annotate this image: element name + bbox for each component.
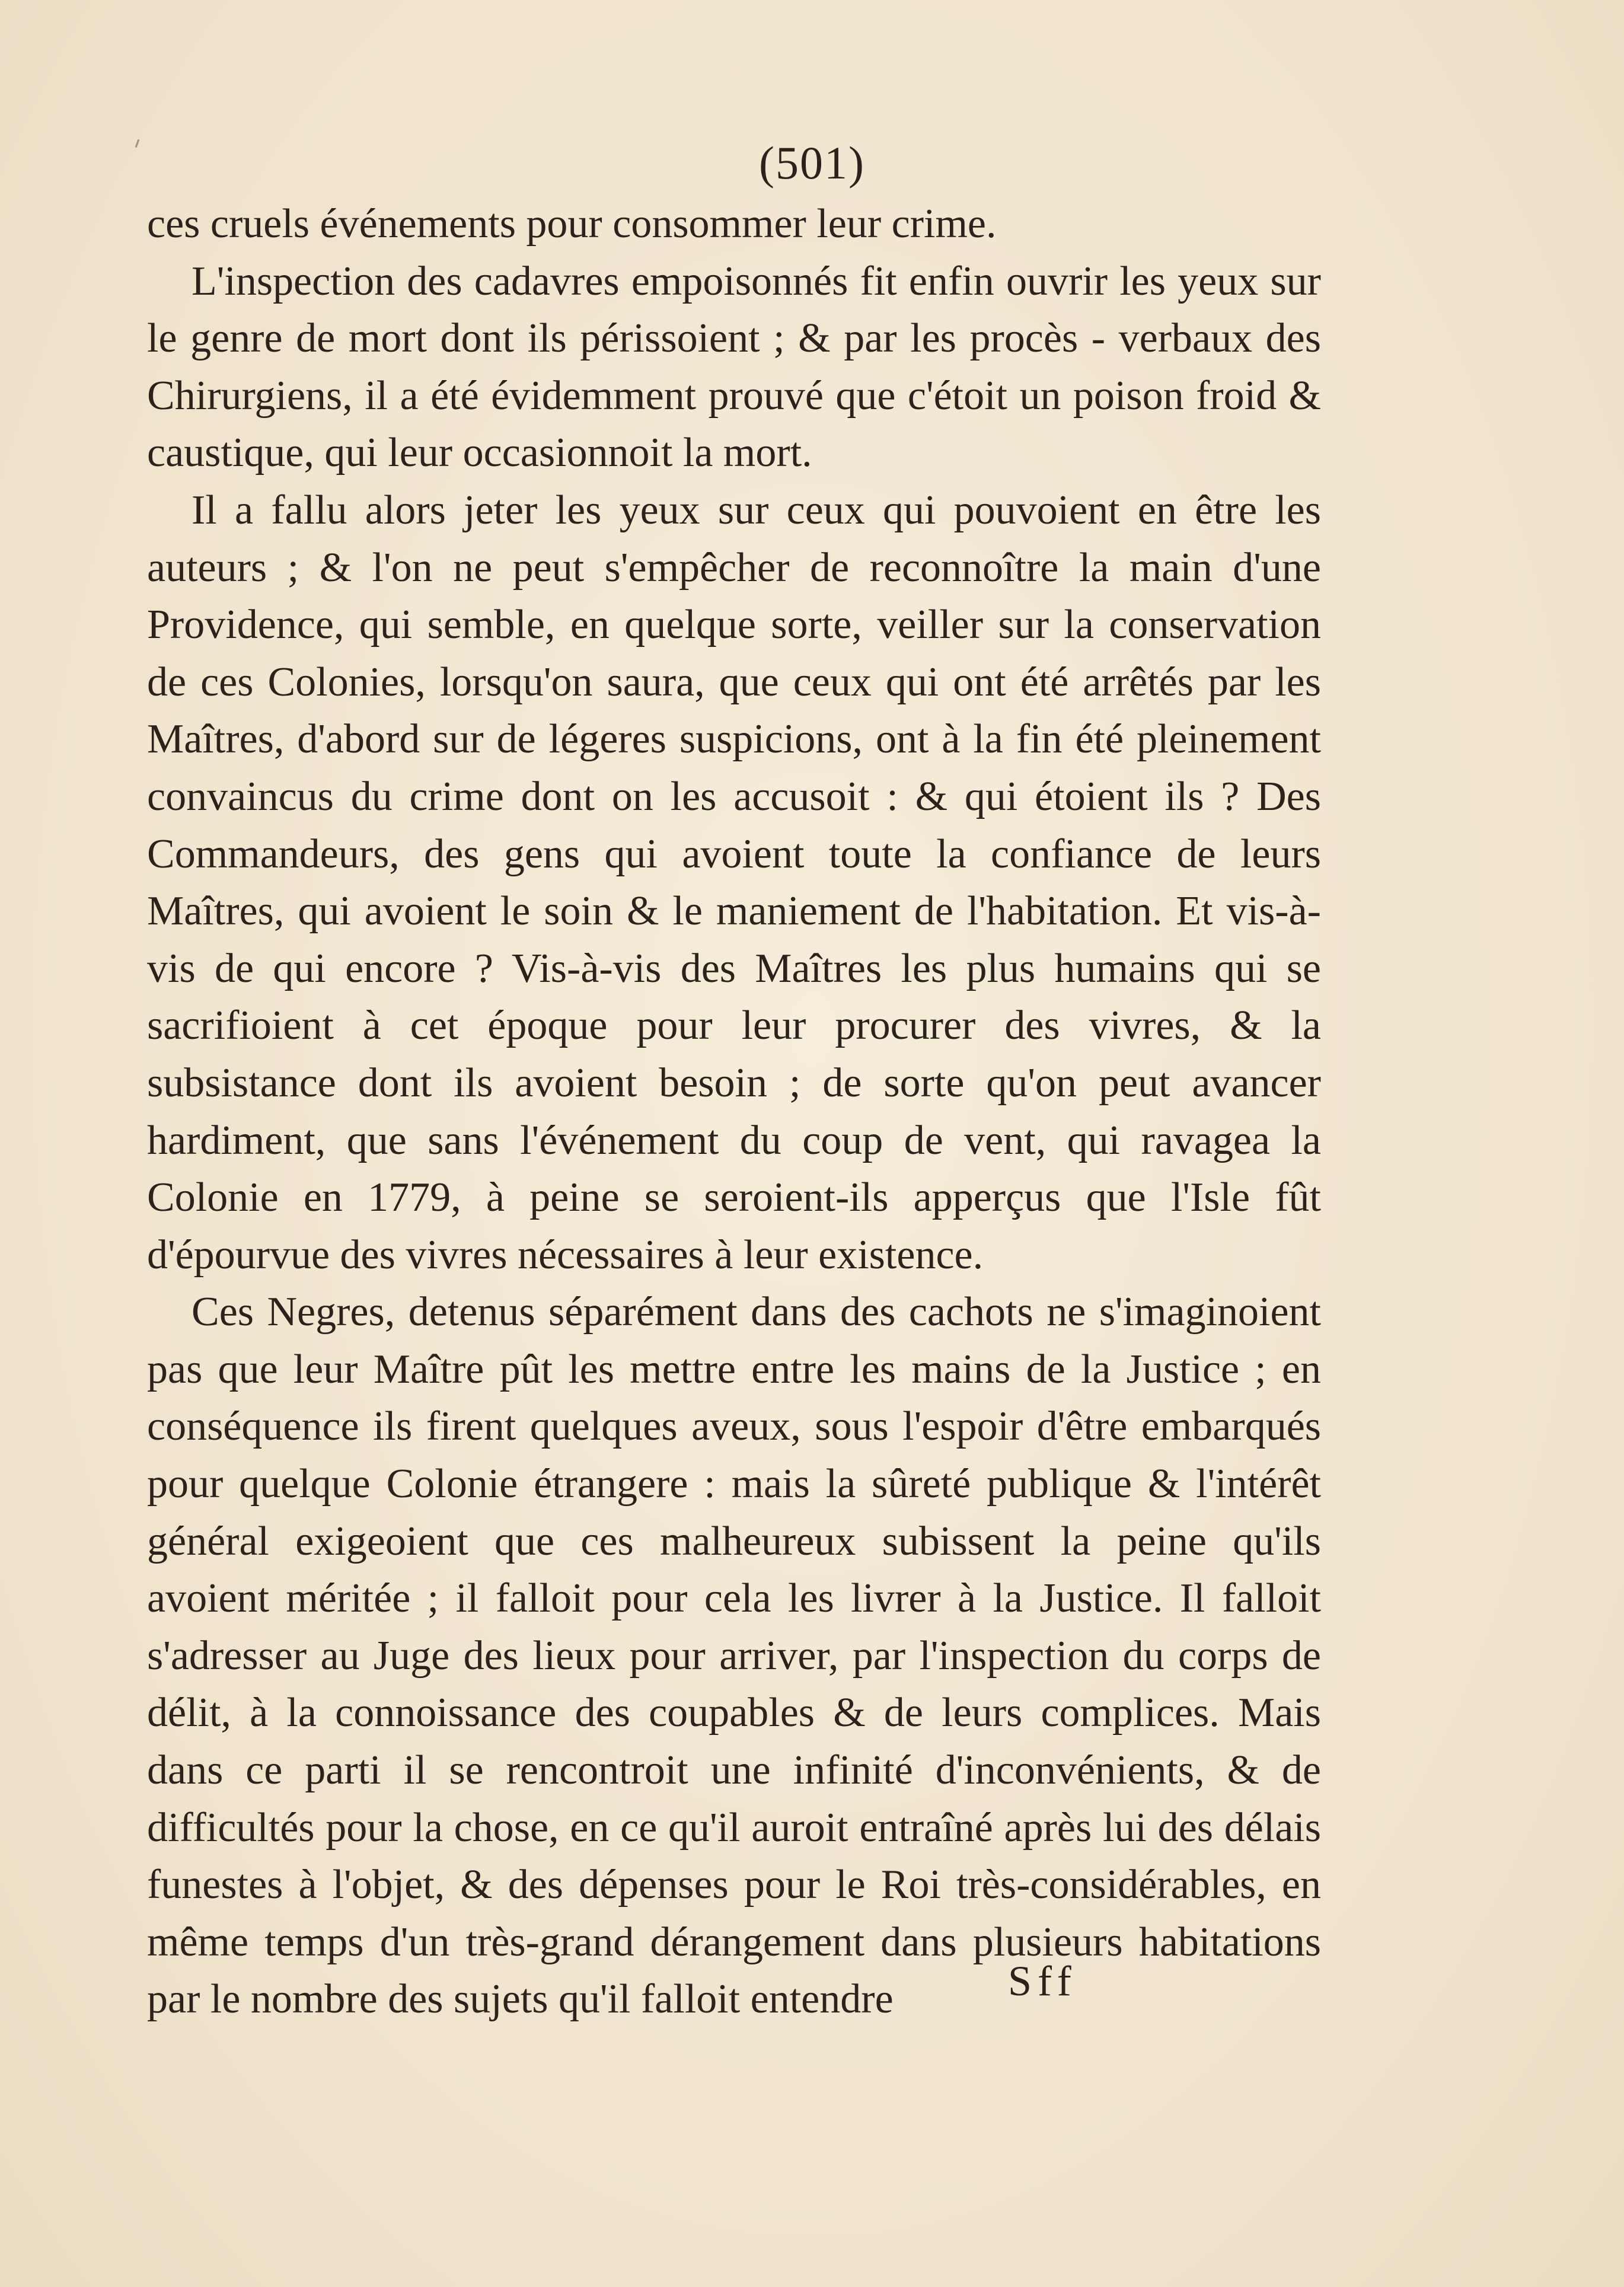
- paragraph: Il a fallu alors jeter les yeux sur ceux qui pouvoient en être les auteurs ; & l'on ne peut s'empêcher de reconnoître la main d'une Providence, qui semble, en quelque sorte, veiller sur la conservation de ces Colonies, lorsqu'on saura, que ceux qui ont été arrêtés par les Maîtres, d'abord sur de légeres suspicions, ont à la fin été pleinement convaincus du crime dont on les accusoit : & qui étoient ils ? Des Commandeurs, des gens qui avoient toute la confiance de leurs Maîtres, qui avoient le soin & le maniement de l'habitation. Et vis-à-vis de qui encore ? Vis-à-vis des Maîtres les plus humains qui se sacrifioient à cet époque pour leur procurer des vivres, & la subsistance dont ils avoient besoin ; de sorte qu'on peut avancer hardiment, que sans l'événement du coup de vent, qui ravagea la Colonie en 1779, à peine se seroient-ils apperçus que l'Isle fût d'épourvue des vivres nécessaires à leur existence.: [147, 487, 1321, 1278]
- paragraph: L'inspection des cadavres empoisonnés fit enfin ouvrir les yeux sur le genre de mort dont ils périssoient ; & par les procès - verbaux des Chirurgiens, il a été évidemment prouvé que c'étoit un poison froid & caustique, qui leur occasionnoit la mort.: [147, 258, 1321, 476]
- paragraph-continuation: ces cruels événements pour consommer leur crime.: [147, 201, 997, 247]
- signature-mark: Sff: [1008, 1957, 1077, 2005]
- page-number: (501): [759, 137, 865, 189]
- body-text: [147, 196, 1321, 2028]
- paragraph: Ces Negres, detenus séparément dans des cachots ne s'imaginoient pas que leur Maître pût les mettre entre les mains de la Justice ; en conséquence ils firent quelques aveux, sous l'espoir d'être embarqués pour quelque Colonie étrangere : mais la sûreté publique & l'intérêt général exigeoient que ces malheureux subissent la peine qu'ils avoient méritée ; il falloit pour cela les livrer à la Justice. Il falloit s'adresser au Juge des lieux pour arriver, par l'inspection du corps de délit, à la connoissance des coupables & de leurs complices. Mais dans ce parti il se rencontroit une infinité d'inconvénients, & de difficultés pour la chose, en ce qu'il auroit entraîné après lui des délais funestes à l'objet, & des dépenses pour le Roi très-considérables, en même temps d'un très-grand dérangement dans plusieurs habitations par le nombre des sujets qu'il falloit entendre: [147, 1289, 1321, 2023]
